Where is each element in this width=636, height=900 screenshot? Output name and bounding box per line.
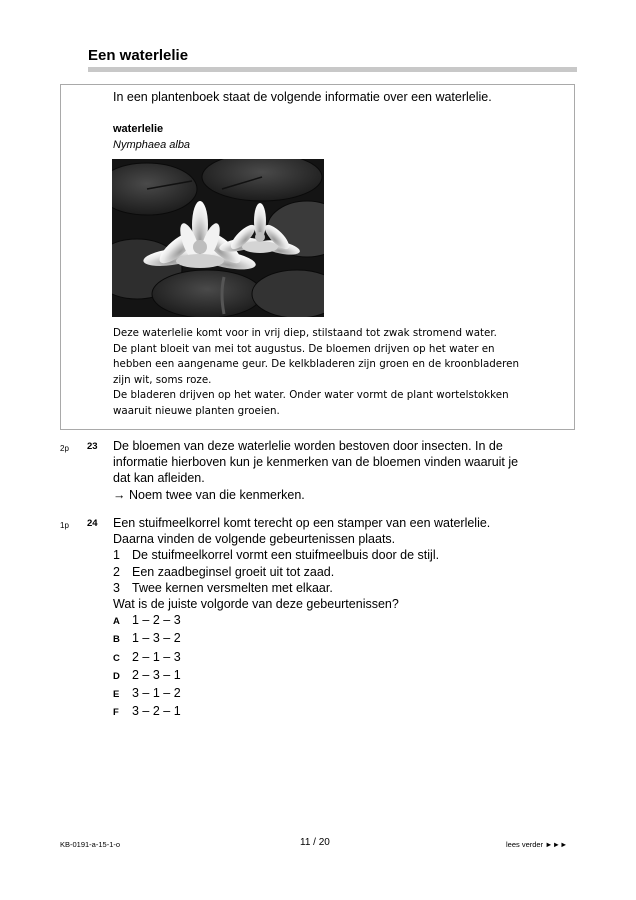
question-line: Een stuifmeelkorrel komt terecht op een stamper van een waterlelie.: [113, 516, 491, 530]
page-title: Een waterlelie: [88, 47, 189, 64]
description-line: waaruit nieuwe planten groeien.: [113, 404, 280, 417]
plant-name: waterlelie: [113, 123, 164, 135]
answer-option: [113, 630, 583, 648]
option-letter: D: [113, 670, 120, 682]
description-line: Deze waterlelie komt voor in vrij diep, stilstaand tot zwak stromend water.: [113, 327, 497, 339]
option-text: 2 – 3 – 1: [132, 667, 181, 682]
answer-option: [113, 649, 583, 667]
question-number: 24: [87, 518, 98, 529]
question-points: 1p: [60, 521, 69, 530]
option-text: 3 – 2 – 1: [132, 704, 181, 719]
question-number: 23: [87, 441, 98, 452]
description-line: De plant bloeit van mei tot augustus. De bloemen drijven op het water en: [113, 342, 495, 355]
question-line: dat kan afleiden.: [113, 471, 205, 486]
option-text: 1 – 2 – 3: [132, 613, 181, 628]
plant-description: [113, 326, 573, 419]
step-number: 3: [113, 580, 120, 595]
step-number: 2: [113, 564, 120, 579]
answer-option: [113, 703, 583, 721]
option-letter: C: [113, 652, 120, 664]
latin-name: Nymphaea alba: [113, 139, 191, 151]
step-number: 1: [113, 548, 120, 563]
question-prompt: Wat is de juiste volgorde van deze gebeurtenissen?: [113, 597, 399, 612]
question-23-text: [113, 438, 583, 503]
question-24-text: [113, 515, 583, 721]
question-instruction: → Noem twee van die kenmerken.: [113, 487, 305, 502]
answer-option: [113, 685, 583, 703]
info-intro: In een plantenboek staat de volgende informatie over een waterlelie.: [113, 90, 492, 104]
continue-label: lees verder ►►►: [506, 840, 568, 849]
step-text: Twee kernen versmelten met elkaar.: [132, 580, 333, 595]
page-number: 11 / 20: [300, 837, 330, 848]
question-line: Daarna vinden de volgende gebeurtenissen plaats.: [113, 532, 396, 547]
description-line: hebben een aangename geur. De kelkbladeren zijn groen en de kroonbladeren: [113, 358, 519, 370]
option-letter: A: [113, 616, 120, 628]
option-letter: F: [113, 707, 119, 719]
description-line: zijn wit, soms roze.: [113, 373, 212, 386]
option-letter: E: [113, 689, 120, 701]
answer-option: [113, 612, 583, 630]
description-line: De bladeren drijven op het water. Onder water vormt de plant wortelstokken: [113, 389, 509, 401]
answer-option: [113, 667, 583, 685]
step-item: [113, 547, 583, 563]
step-item: [113, 564, 583, 580]
option-text: 2 – 1 – 3: [132, 649, 181, 664]
option-text: 3 – 1 – 2: [132, 686, 181, 701]
step-item: [113, 580, 583, 596]
title-underline: [88, 67, 577, 72]
step-text: Een zaadbeginsel groeit uit tot zaad.: [132, 564, 335, 579]
step-text: De stuifmeelkorrel vormt een stuifmeelbuis door de stijl.: [132, 548, 440, 563]
question-line: De bloemen van deze waterlelie worden bestoven door insecten. In de: [113, 439, 503, 453]
question-line: informatie hierboven kun je kenmerken van de bloemen vinden waaruit je: [113, 455, 519, 470]
water-lily-photo: [112, 159, 324, 317]
option-text: 1 – 3 – 2: [132, 631, 181, 646]
exam-code: KB-0191-a-15-1-o: [60, 840, 121, 849]
option-letter: B: [113, 634, 120, 646]
question-points: 2p: [60, 444, 69, 453]
